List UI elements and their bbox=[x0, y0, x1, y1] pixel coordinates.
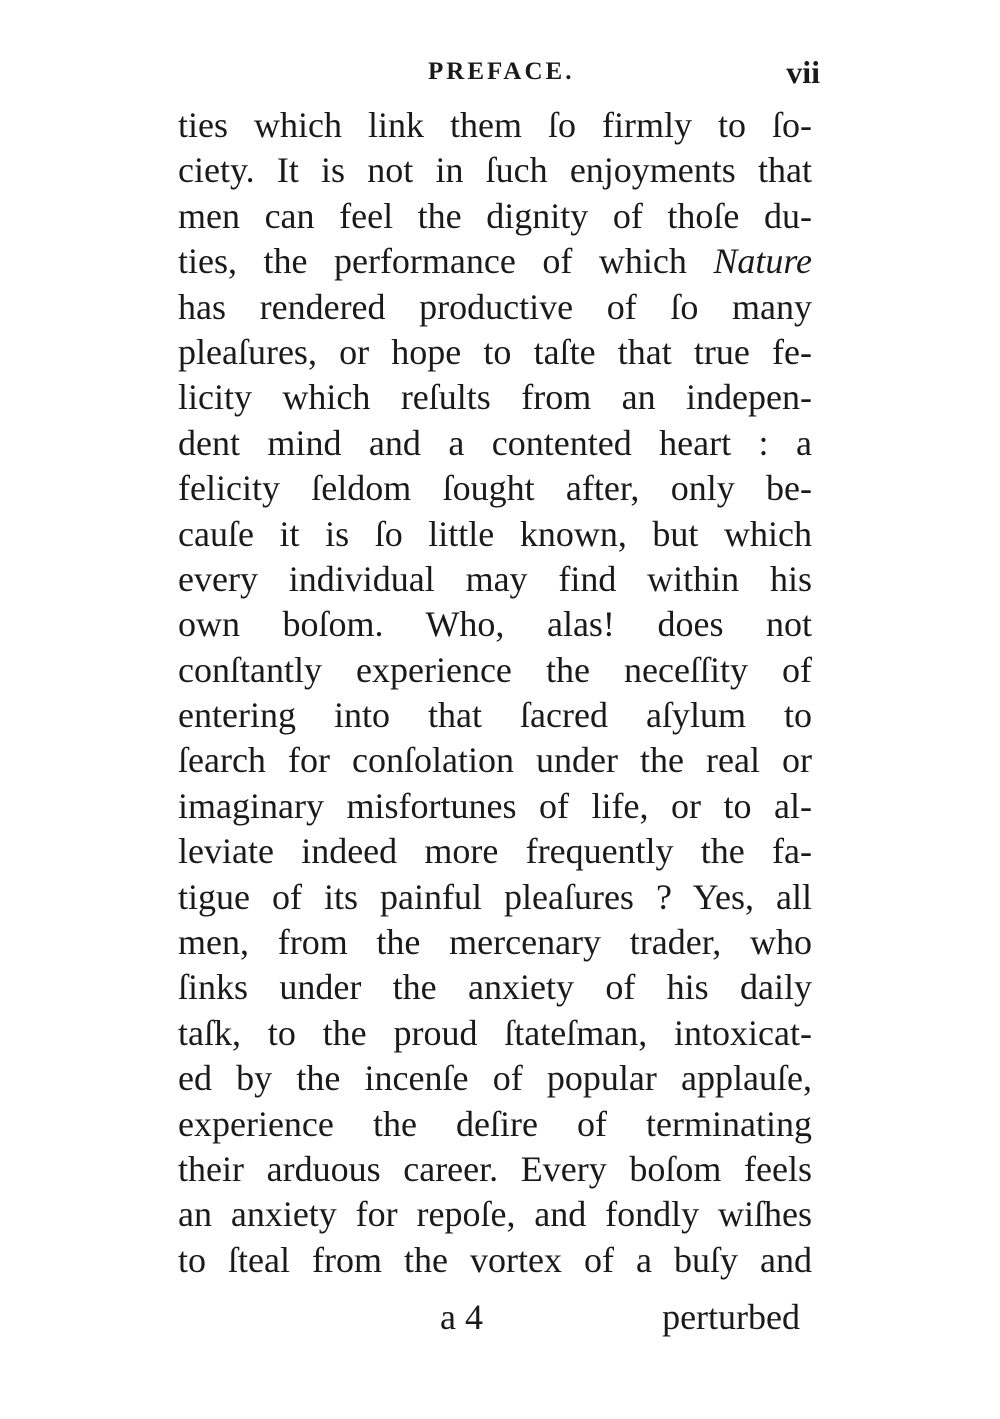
italic-word: Nature bbox=[713, 241, 812, 282]
catchline bbox=[440, 1295, 800, 1340]
text-line: to ſteal from the vortex of a buſy and bbox=[178, 1239, 812, 1280]
text-line: ties which link them ſo firmly to ſo- bbox=[178, 105, 812, 145]
running-title: PREFACE. bbox=[428, 58, 575, 85]
text-line: men can feel the dignity of thoſe du- bbox=[178, 195, 812, 236]
text-line: ed by the incenſe of popular applauſe, bbox=[178, 1058, 812, 1099]
text-line: felicity ſeldom ſought after, only be- bbox=[178, 468, 812, 509]
text-line: experience the deſire of terminating bbox=[178, 1103, 812, 1144]
text-line: leviate indeed more frequently the fa- bbox=[178, 831, 812, 872]
running-head bbox=[180, 54, 820, 98]
signature-mark: a 4 bbox=[440, 1297, 483, 1337]
page-number: vii bbox=[786, 54, 820, 90]
text-line bbox=[178, 239, 812, 284]
text-line: their arduous career. Every boſom feels bbox=[178, 1148, 812, 1189]
text-line: men, from the mercenary trader, who bbox=[178, 922, 812, 963]
text-line: entering into that ſacred aſylum to bbox=[178, 695, 812, 736]
text-line: tigue of its painful pleaſures ? Yes, all bbox=[178, 876, 812, 917]
text-line: ſinks under the anxiety of his daily bbox=[178, 967, 812, 1008]
body-text bbox=[178, 103, 812, 1283]
text-line: an anxiety for repoſe, and fondly wiſhes bbox=[178, 1194, 812, 1235]
text-line-start: ties, the performance of which bbox=[178, 241, 714, 282]
text-line: dent mind and a contented heart : a bbox=[178, 422, 812, 463]
text-line: imaginary misfortunes of life, or to al- bbox=[178, 785, 812, 826]
text-line: ſearch for conſolation under the real or bbox=[178, 740, 812, 781]
text-line: pleaſures, or hope to taſte that true fe- bbox=[178, 331, 812, 372]
text-line: own boſom. Who, alas! does not bbox=[178, 604, 812, 645]
text-line: licity which reſults from an indepen- bbox=[178, 377, 812, 418]
text-line: every individual may find within his bbox=[178, 558, 812, 599]
text-line: has rendered productive of ſo many bbox=[178, 286, 812, 327]
text-line: taſk, to the proud ſtateſman, intoxicat- bbox=[178, 1012, 812, 1053]
catchword: perturbed bbox=[662, 1297, 800, 1337]
text-line: conſtantly experience the neceſſity of bbox=[178, 649, 812, 690]
text-line: cauſe it is ſo little known, but which bbox=[178, 513, 812, 554]
text-line: ciety. It is not in ſuch enjoyments that bbox=[178, 150, 812, 191]
